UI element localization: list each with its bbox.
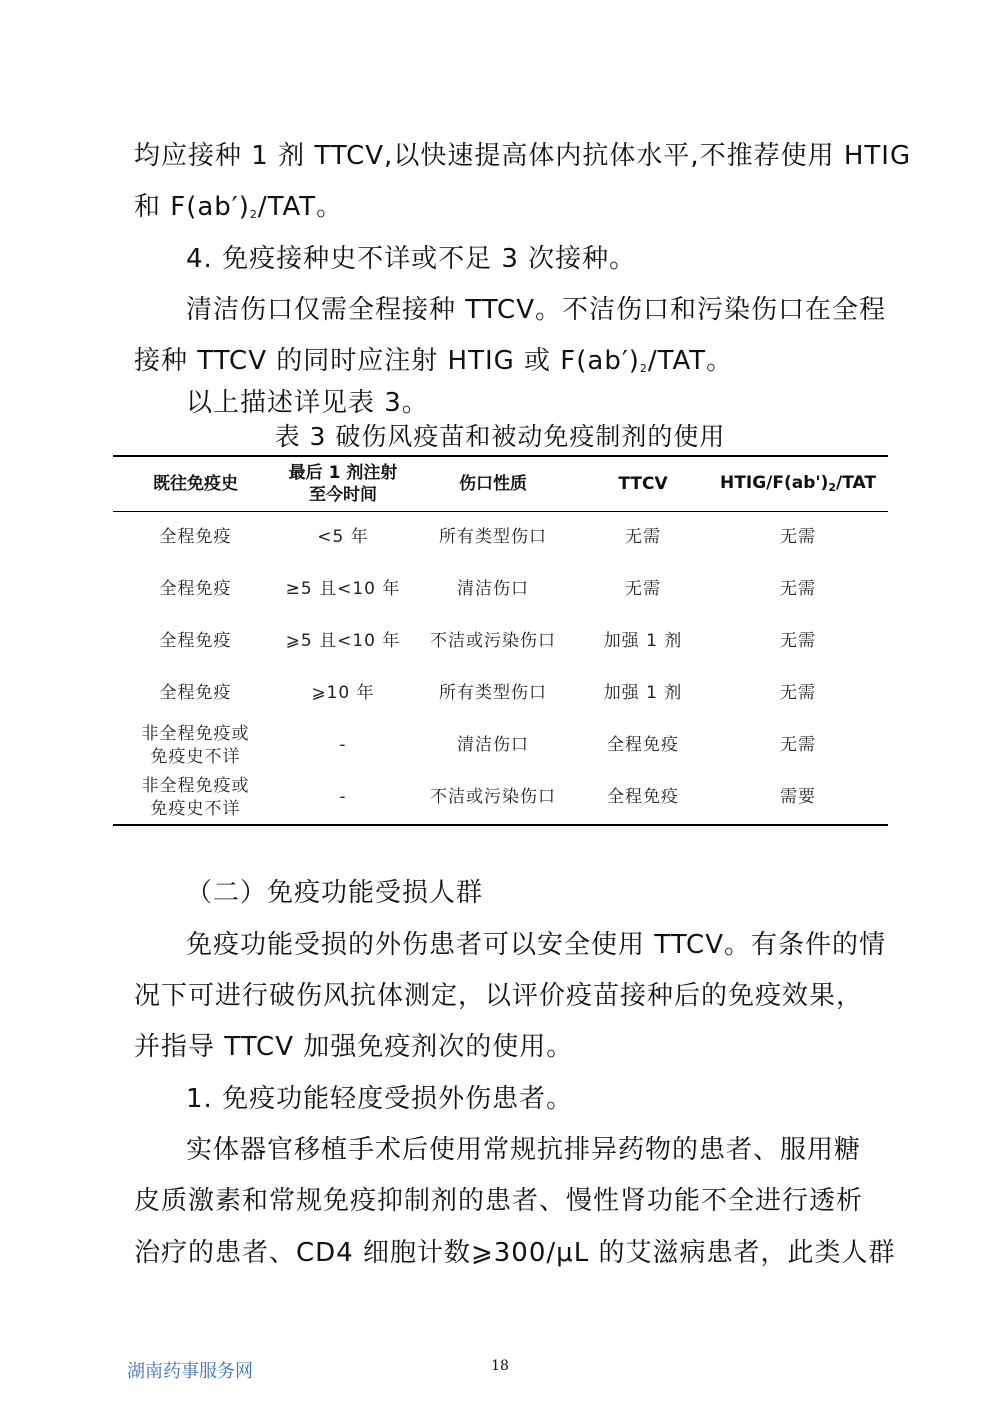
cell-wound: 不洁或污染伤口 [430,787,556,808]
paragraph-line: 清洁伤口仅需全程接种 TTCV。不洁伤口和污染伤口在全程 [186,295,886,325]
table-row [113,720,888,772]
table-row [113,668,888,720]
table-row [113,772,888,825]
list-item-1: 1. 免疫功能轻度受损外伤患者。 [186,1084,574,1114]
table-row [113,511,888,564]
vaccine-table [113,455,888,826]
paragraph-line: 况下可进行破伤风抗体测定，以评价疫苗接种后的免疫效果， [134,981,864,1011]
cell-time: - [339,735,347,756]
paragraph-line: 和 $F(ab')_2$/TAT。 [134,192,344,222]
cell-wound: 所有类型伤口 [439,683,547,704]
table-header-row [113,456,888,511]
cell-history: 全程免疫 [159,683,232,704]
section-heading: （二）免疫功能受损人群 [186,878,484,908]
cell-history: 全程免疫 [159,631,232,652]
cell-htig: 无需 [780,631,816,652]
paragraph-line: 实体器官移植手术后使用常规抗排异药物的患者、服用糖 [186,1135,862,1165]
paragraph-line: 以上描述详见表 3。 [186,388,429,418]
cell-htig: 无需 [780,579,816,600]
table-row [113,564,888,616]
cell-wound: 所有类型伤口 [439,527,547,548]
paragraph-line: 治疗的患者、CD4 细胞计数⩾300/μL 的艾滋病患者，此类人群 [134,1238,896,1268]
footer-site-name: 湖南药事服务网 [127,1361,253,1382]
list-item-4: 4. 免疫接种史不详或不足 3 次接种。 [186,244,637,274]
cell-time: ⩾10 年 [311,683,375,704]
cell-history: 全程免疫 [159,579,232,600]
paragraph-line: 接种 TTCV 的同时应注射 HTIG 或 $F(ab')_2$/TAT。 [134,346,734,376]
header-time: 最后 1 剂注射 至今时间 [288,462,398,505]
header-htig: HTIG/$F(ab')_2$/TAT [720,473,876,495]
cell-ttcv: 全程免疫 [607,735,679,756]
paragraph-line: 并指导 TTCV 加强免疫剂次的使用。 [134,1032,574,1062]
header-wound: 伤口性质 [459,473,527,494]
cell-ttcv: 全程免疫 [607,787,679,808]
cell-time: - [339,787,347,808]
cell-ttcv: 无需 [625,527,661,548]
cell-ttcv: 加强 1 剂 [603,631,683,652]
cell-wound: 不洁或污染伤口 [430,631,556,652]
cell-htig: 无需 [780,527,816,548]
cell-time: <5 年 [317,527,369,548]
paragraph-line: 免疫功能受损的外伤患者可以安全使用 TTCV。有条件的情 [186,930,886,960]
cell-wound: 清洁伤口 [457,579,529,600]
table-caption: 表 3 破伤风疫苗和被动免疫制剂的使用 [274,422,726,451]
cell-history: 全程免疫 [159,527,232,548]
cell-time: ⩾5 且<10 年 [285,631,401,652]
cell-history: 非全程免疫或 免疫史不详 [141,724,250,767]
cell-time: ≥5 且<10 年 [285,579,401,600]
cell-history: 非全程免疫或 免疫史不详 [141,776,250,819]
page-number: 18 [491,1358,509,1374]
cell-ttcv: 加强 1 剂 [603,683,683,704]
header-history: 既往免疫史 [153,473,238,494]
paragraph-line: 皮质激素和常规免疫抑制剂的患者、慢性肾功能不全进行透析 [134,1186,864,1216]
header-ttcv: TTCV [618,473,668,494]
table-row [113,616,888,668]
cell-htig: 无需 [780,735,816,756]
cell-ttcv: 无需 [625,579,661,600]
cell-wound: 清洁伤口 [457,735,529,756]
cell-htig: 需要 [780,787,816,808]
cell-htig: 无需 [780,683,816,704]
paragraph-line: 均应接种 1 剂 TTCV,以快速提高体内抗体水平,不推荐使用 HTIG [134,141,912,171]
